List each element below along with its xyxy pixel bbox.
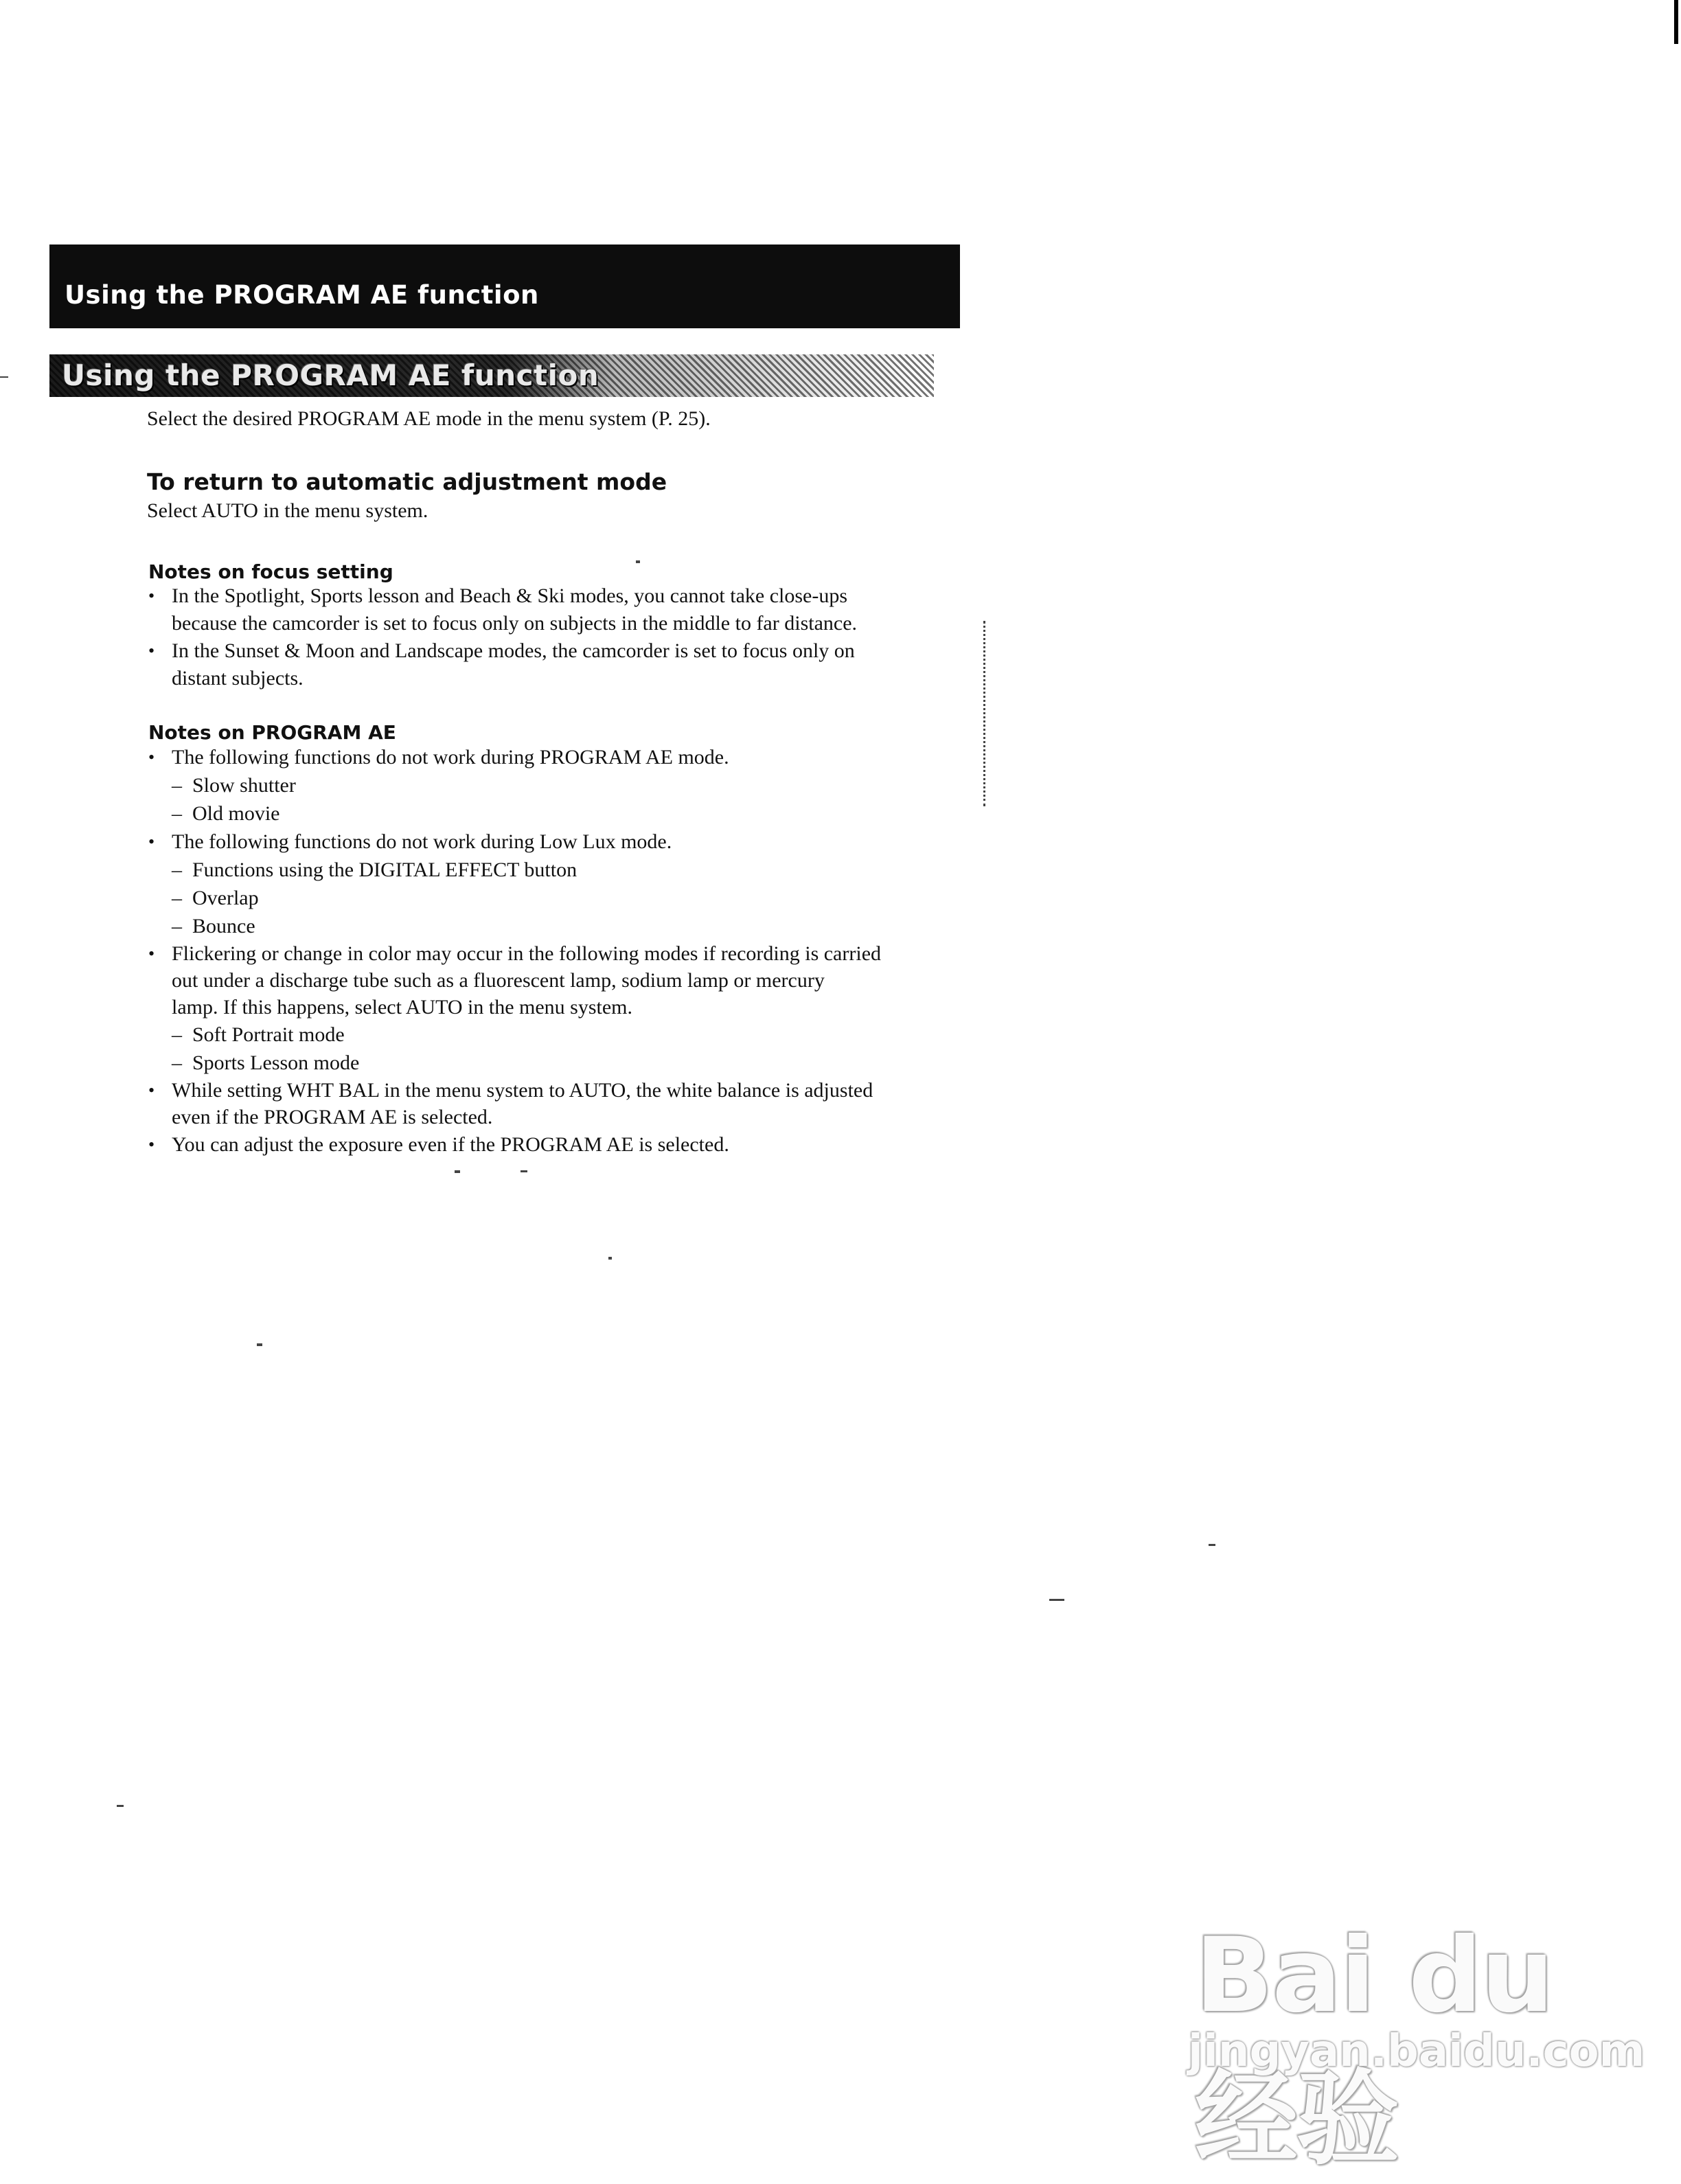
sub-item [148, 884, 965, 912]
list-item [148, 1077, 965, 1130]
scan-speck [636, 560, 640, 563]
section-heading-band [49, 354, 934, 397]
watermark-url: jingyan.baidu.com [1188, 2026, 1645, 2077]
sub-item-text: Sports Lesson mode [192, 1051, 360, 1074]
scan-speck [1209, 1544, 1215, 1546]
return-mode-title: To return to automatic adjustment mode [147, 468, 667, 495]
sub-item-text: Slow shutter [192, 774, 296, 797]
sub-item [148, 1049, 965, 1077]
watermark-logo: Bai du 经验 [1195, 1916, 1553, 2179]
intro-text: Select the desired PROGRAM AE mode in the menu system (P. 25). [147, 407, 711, 430]
scan-speck [1049, 1599, 1064, 1601]
dash-icon: – [172, 915, 182, 937]
list-item-line: out under a discharge tube such as a fluorescent lamp, sodium lamp or mercury [172, 969, 825, 992]
section-heading: Using the PROGRAM AE function [62, 359, 599, 392]
sub-item [148, 856, 965, 884]
bullet-icon: • [148, 641, 155, 661]
sub-item [148, 912, 965, 940]
notes-focus-list [148, 582, 965, 692]
dash-icon: – [172, 802, 182, 825]
bullet-icon: • [148, 586, 155, 606]
list-item-line: In the Sunset & Moon and Landscape modes, the camcorder is set to focus only on [172, 639, 855, 662]
list-item [148, 940, 965, 1021]
sub-item [148, 1021, 965, 1049]
list-item-line: Flickering or change in color may occur in the following modes if recording is carried [172, 942, 882, 965]
list-item-line: The following functions do not work during PROGRAM AE mode. [172, 746, 729, 769]
scan-speck [0, 376, 8, 378]
list-item-line: While setting WHT BAL in the menu system to AUTO, the white balance is adjusted [172, 1079, 873, 1102]
sub-item-text: Old movie [192, 802, 280, 825]
dash-icon: – [172, 1051, 182, 1074]
notes-focus-title: Notes on focus setting [148, 560, 393, 583]
sub-item [148, 771, 965, 799]
list-item-line: because the camcorder is set to focus only on subjects in the middle to far distance. [172, 612, 858, 635]
list-item [148, 828, 965, 856]
bullet-icon: • [148, 747, 155, 767]
scan-edge-mark [1674, 0, 1678, 44]
list-item-line: lamp. If this happens, select AUTO in the menu system. [172, 996, 633, 1019]
list-item-line: The following functions do not work during Low Lux mode. [172, 830, 672, 853]
sub-item-text: Overlap [192, 887, 259, 909]
scan-speck [521, 1170, 527, 1172]
scan-speck [608, 1257, 612, 1260]
list-item [148, 1130, 965, 1159]
bullet-icon: • [148, 1080, 155, 1100]
dash-icon: – [172, 887, 182, 909]
list-item-line: You can adjust the exposure even if the PROGRAM AE is selected. [172, 1133, 729, 1156]
scan-speck [455, 1170, 460, 1173]
list-item-line: distant subjects. [172, 667, 304, 690]
dash-icon: – [172, 1023, 182, 1046]
list-item [148, 743, 965, 771]
page-title: Using the PROGRAM AE function [65, 280, 539, 310]
dash-icon: – [172, 858, 182, 881]
list-item-line: even if the PROGRAM AE is selected. [172, 1106, 493, 1128]
sub-item-text: Bounce [192, 915, 255, 937]
sub-item-text: Soft Portrait mode [192, 1023, 345, 1046]
scan-speck [117, 1805, 124, 1807]
scan-speck [257, 1343, 262, 1346]
notes-program-list [148, 743, 965, 1159]
bullet-icon: • [148, 944, 155, 964]
dash-icon: – [172, 774, 182, 797]
sub-item [148, 799, 965, 828]
return-mode-text: Select AUTO in the menu system. [147, 499, 428, 522]
header-band [49, 244, 960, 328]
list-item-line: In the Spotlight, Sports lesson and Beach & Ski modes, you cannot take close-ups [172, 584, 848, 607]
list-item [148, 582, 965, 637]
bullet-icon: • [148, 1135, 155, 1154]
notes-program-title: Notes on PROGRAM AE [148, 721, 396, 744]
list-item [148, 637, 965, 692]
sub-item-text: Functions using the DIGITAL EFFECT button [192, 858, 578, 881]
bullet-icon: • [148, 832, 155, 852]
scan-dotted-line [983, 621, 985, 806]
